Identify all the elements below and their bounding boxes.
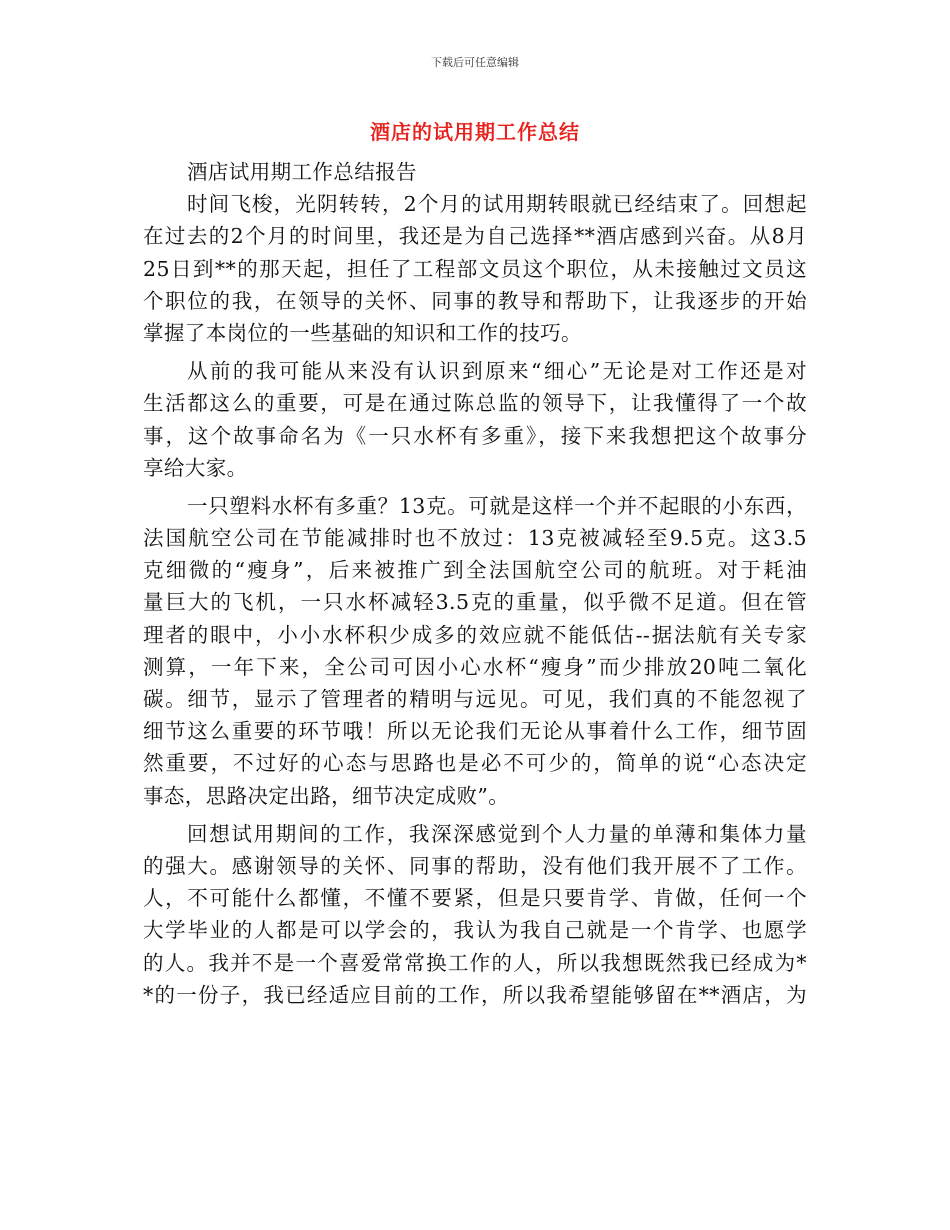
paragraph-2-line: 从前的我可能从来没有认识到原来“细心”无论是对工作还是对 <box>187 359 807 384</box>
page-header-note: 下载后可任意编辑 <box>431 56 519 69</box>
paragraph-2-line: 享给大家。 <box>143 455 248 480</box>
paragraph-4-line: *的一份子，我已经适应目前的工作，所以我希望能够留在**酒店，为 <box>143 982 807 1007</box>
document-title: 酒店的试用期工作总结 <box>370 120 580 144</box>
paragraph-3-line: 量巨大的飞机，一只水杯减轻3.5克的重量，似乎微不足道。但在管 <box>143 590 807 615</box>
paragraph-3-line: 然重要，不过好的心态与思路也是必不可少的，简单的说“心态决定 <box>143 751 807 776</box>
paragraph-3-line: 理者的眼中，小小水杯积少成多的效应就不能低估--据法航有关专家 <box>143 622 807 647</box>
paragraph-1-line: 掌握了本岗位的一些基础的知识和工作的技巧。 <box>143 320 582 345</box>
paragraph-1-line: 个职位的我，在领导的关怀、同事的教导和帮助下，让我逐步的开始 <box>143 288 807 313</box>
paragraph-1-line: 在过去的2个月的时间里，我还是为自己选择**酒店感到兴奋。从8月 <box>143 224 807 249</box>
paragraph-3-line: 克细微的“瘦身”，后来被推广到全法国航空公司的航班。对于耗油 <box>143 558 807 583</box>
paragraph-4-line: 人，不可能什么都懂，不懂不要紧，但是只要肯学、肯做，任何一个 <box>143 886 807 911</box>
paragraph-2-line: 生活都这么的重要，可是在通过陈总监的领导下，让我懂得了一个故 <box>143 391 807 416</box>
paragraph-1-line: 25日到**的那天起，担任了工程部文员这个职位，从未接触过文员这 <box>143 256 807 281</box>
paragraph-3-line: 一只塑料水杯有多重？13克。可就是这样一个并不起眼的小东西， <box>187 493 807 518</box>
subtitle-line: 酒店试用期工作总结报告 <box>187 160 417 184</box>
paragraph-4-line: 的强大。感谢领导的关怀、同事的帮助，没有他们我开展不了工作。 <box>143 853 807 878</box>
paragraph-4-line: 的人。我并不是一个喜爱常常换工作的人，所以我想既然我已经成为* <box>143 950 807 975</box>
paragraph-3-line: 测算，一年下来，全公司可因小心水杯“瘦身”而少排放20吨二氧化 <box>143 654 807 679</box>
paragraph-2-line: 事，这个故事命名为《一只水杯有多重》，接下来我想把这个故事分 <box>143 423 807 448</box>
paragraph-4-line: 大学毕业的人都是可以学会的，我认为我自己就是一个肯学、也愿学 <box>143 918 807 943</box>
paragraph-3-line: 碳。细节，显示了管理者的精明与远见。可见，我们真的不能忽视了 <box>143 687 807 711</box>
document-body <box>143 156 807 1011</box>
paragraph-3-line: 法国航空公司在节能减排时也不放过：13克被减轻至9.5克。这3.5 <box>143 526 807 551</box>
paragraph-4-line: 回想试用期间的工作，我深深感觉到个人力量的单薄和集体力量 <box>187 821 807 846</box>
paragraph-3-line: 事态，思路决定出路，细节决定成败”。 <box>143 783 510 808</box>
paragraph-1-line: 时间飞梭，光阴转转，2个月的试用期转眼就已经结束了。回想起 <box>187 192 807 217</box>
paragraph-3-line: 细节这么重要的环节哦！所以无论我们无论从事着什么工作，细节固 <box>143 719 807 744</box>
